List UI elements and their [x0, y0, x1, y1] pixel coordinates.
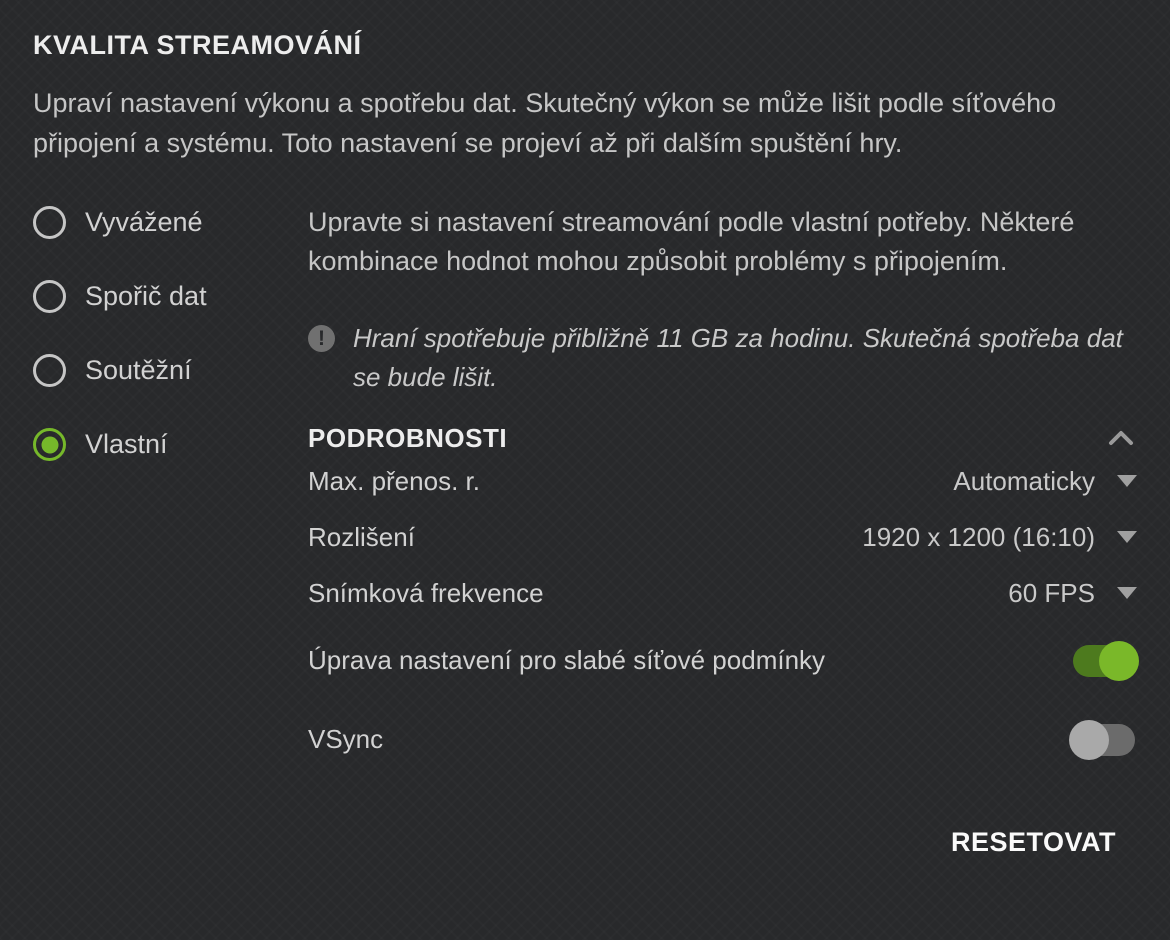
adaptive-network-row	[308, 621, 1137, 700]
page-title: KVALITA STREAMOVÁNÍ	[33, 30, 362, 60]
radio-option-label: Spořič dat	[85, 281, 207, 311]
max-bitrate-select[interactable]	[953, 466, 1137, 497]
radio-option-label: Vlastní	[85, 429, 168, 459]
vsync-row	[308, 700, 1137, 779]
data-usage-note-text: Hraní spotřebuje přibližně 11 GB za hodinu. Skutečná spotřeba dat se bude lišit.	[353, 323, 1123, 392]
toggle-knob	[1099, 641, 1139, 681]
details-section	[308, 423, 1137, 858]
data-usage-note	[308, 319, 1137, 397]
vsync-toggle[interactable]	[1073, 724, 1135, 756]
resolution-row	[308, 509, 1137, 565]
toggle-knob	[1069, 720, 1109, 760]
settings-content	[33, 203, 1137, 858]
custom-description: Upravte si nastavení streamování podle vlastní potřeby. Některé kombinace hodnot mohou způsobit problémy s připojením.	[308, 207, 1075, 276]
adaptive-network-toggle[interactable]	[1073, 645, 1135, 677]
custom-settings-panel	[308, 203, 1137, 858]
max-bitrate-row	[308, 453, 1137, 509]
quality-options-group	[33, 203, 308, 502]
radio-option-label: Vyvážené	[85, 207, 203, 237]
framerate-label: Snímková frekvence	[308, 577, 544, 608]
resolution-label: Rozlišení	[308, 521, 415, 552]
section-description: Upraví nastavení výkonu a spotřebu dat. Skutečný výkon se může lišit podle síťového připojení a systému. Toto nastavení se projeví až při dalším spuštění hry.	[33, 88, 1057, 158]
caret-down-icon	[1117, 475, 1137, 487]
radio-option-custom[interactable]	[33, 428, 308, 461]
radio-option-data-saver[interactable]	[33, 280, 308, 313]
details-title: PODROBNOSTI	[308, 422, 508, 453]
reset-row	[308, 827, 1137, 858]
max-bitrate-value: Automaticky	[953, 465, 1095, 496]
radio-option-competitive[interactable]	[33, 354, 308, 387]
radio-option-label: Soutěžní	[85, 355, 192, 385]
radio-option-balanced[interactable]	[33, 206, 308, 239]
caret-down-icon	[1117, 531, 1137, 543]
adaptive-network-label: Úprava nastavení pro slabé síťové podmínky	[308, 645, 826, 675]
framerate-row	[308, 565, 1137, 621]
caret-down-icon	[1117, 587, 1137, 599]
details-header[interactable]	[308, 423, 1137, 453]
framerate-value: 60 FPS	[1008, 577, 1095, 608]
radio-icon[interactable]	[33, 280, 66, 313]
radio-icon[interactable]	[33, 428, 66, 461]
radio-icon[interactable]	[33, 354, 66, 387]
resolution-select[interactable]	[862, 522, 1137, 553]
reset-button[interactable]: RESETOVAT	[950, 827, 1116, 857]
vsync-label: VSync	[308, 724, 384, 754]
framerate-select[interactable]	[1008, 578, 1137, 609]
radio-icon[interactable]	[33, 206, 66, 239]
info-icon: !	[308, 325, 335, 352]
resolution-value: 1920 x 1200 (16:10)	[862, 521, 1095, 552]
max-bitrate-label: Max. přenos. r.	[308, 465, 480, 496]
chevron-up-icon[interactable]	[1108, 430, 1134, 446]
